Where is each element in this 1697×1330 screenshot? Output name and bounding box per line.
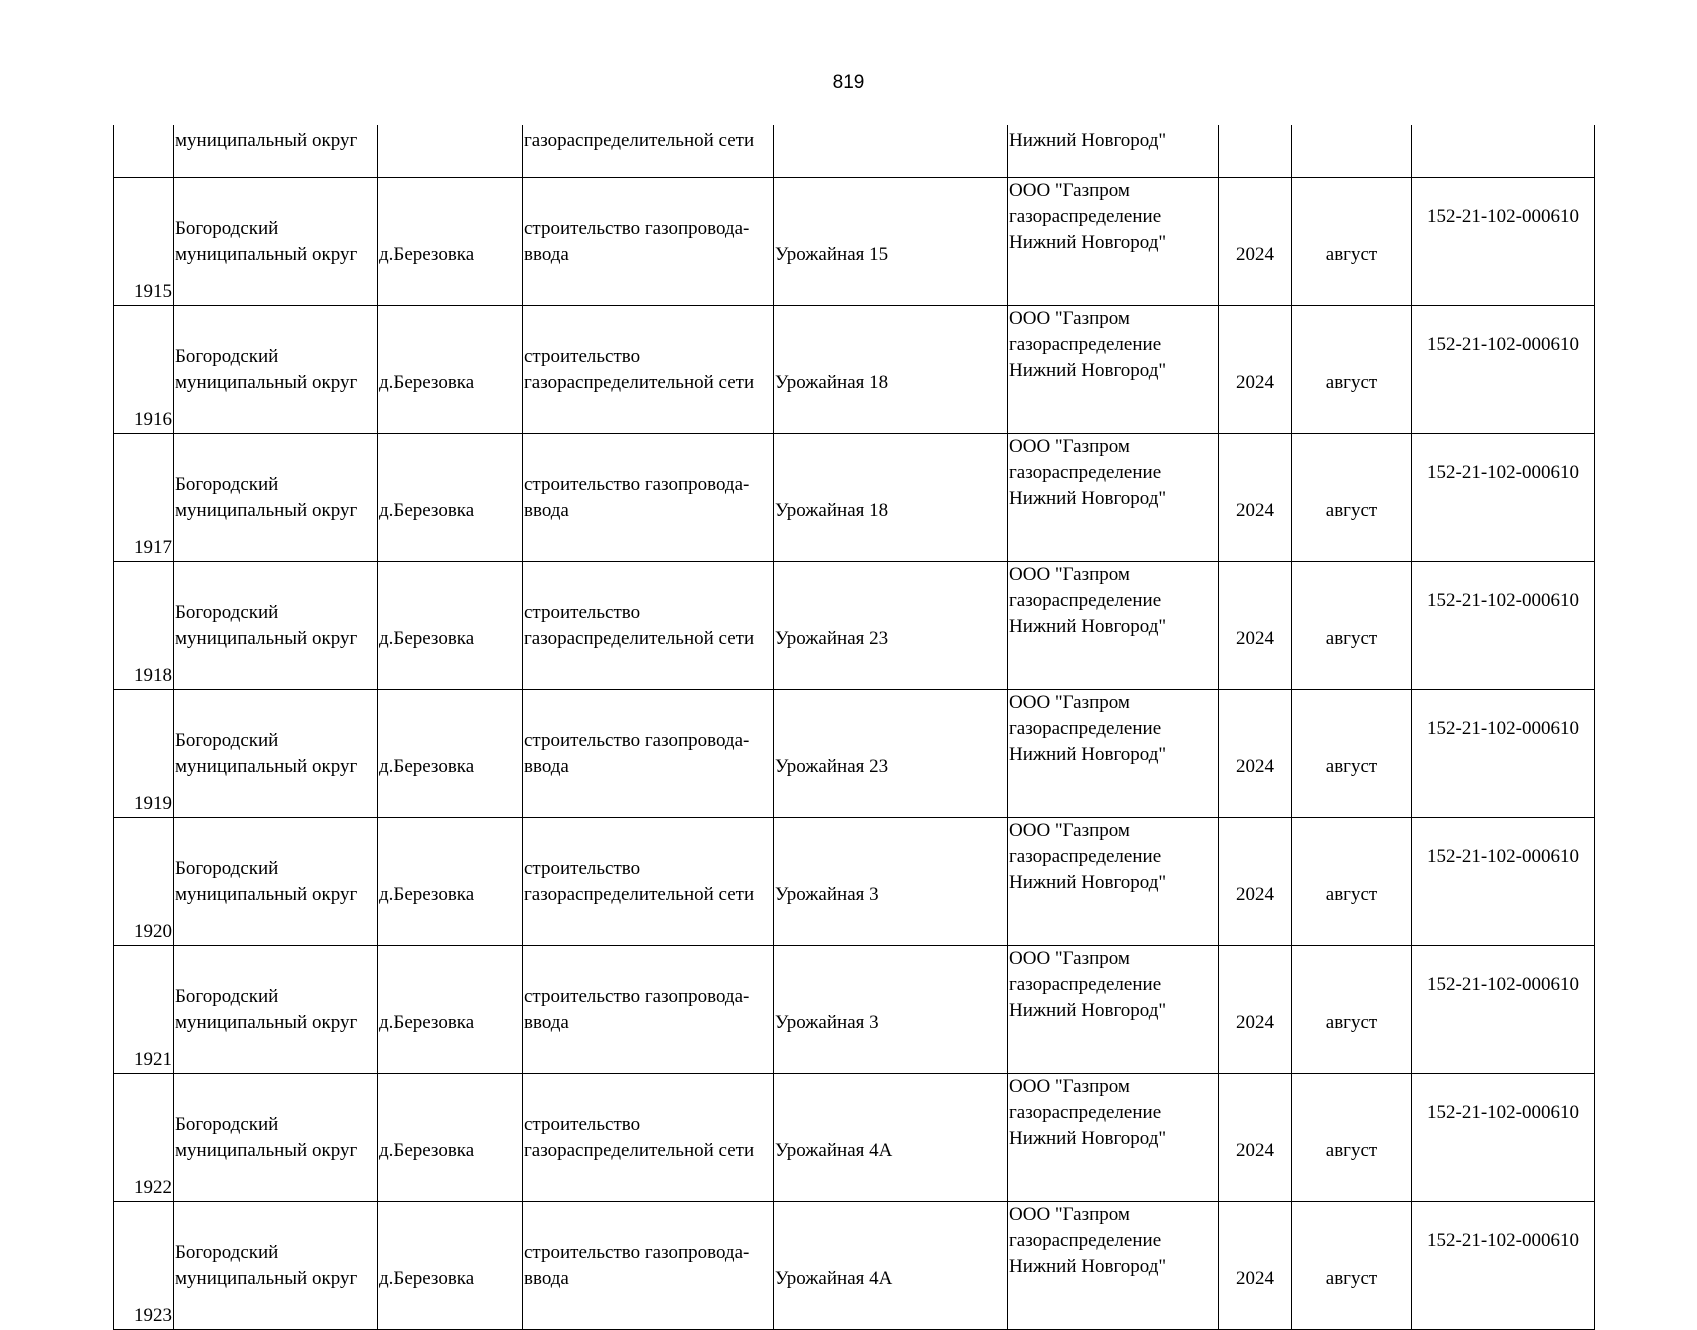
cell-month: август [1292, 1202, 1412, 1330]
org-line: газораспределение [1009, 718, 1162, 739]
worktype-line: ввода [524, 1011, 569, 1033]
org-line: Нижний Новгород" [1009, 744, 1167, 765]
org-line: газораспределение [1009, 206, 1162, 227]
worktype-line: строительство [524, 1113, 641, 1135]
org-line: ООО "Газпром [1009, 1204, 1130, 1225]
cell-org [1008, 690, 1219, 818]
cell-year: 2024 [1219, 1202, 1292, 1330]
cell-org [1008, 306, 1219, 434]
cell-num: 1919 [114, 690, 174, 818]
org-line: газораспределение [1009, 1102, 1162, 1123]
org-line: газораспределение [1009, 846, 1162, 867]
worktype-line: строительство газопровода- [524, 1241, 750, 1263]
cell-worktype [523, 306, 774, 434]
cell-worktype [523, 1202, 774, 1330]
worktype-line: газораспределительной сети [524, 371, 755, 393]
org-line: газораспределение [1009, 590, 1162, 611]
cell-org [1008, 818, 1219, 946]
org-line: ООО "Газпром [1009, 820, 1130, 841]
cell-district [174, 434, 378, 562]
cell-org [1008, 434, 1219, 562]
cell-code: 152-21-102-000610 [1412, 818, 1595, 946]
worktype-line: газораспределительной сети [524, 1139, 755, 1161]
cell-month: август [1292, 690, 1412, 818]
cell-num: 1918 [114, 562, 174, 690]
cell-address: Урожайная 4А [774, 1202, 1008, 1330]
cell-district [174, 946, 378, 1074]
org-line: Нижний Новгород" [1009, 488, 1167, 509]
org-line: Нижний Новгород" [1009, 360, 1167, 381]
worktype-line: строительство [524, 345, 641, 367]
continuation-row [114, 125, 1595, 178]
district-line: Богородский [175, 857, 279, 879]
district-line: муниципальный округ [175, 243, 358, 265]
org-line: газораспределение [1009, 334, 1162, 355]
worktype-line: ввода [524, 755, 569, 777]
org-line: ООО "Газпром [1009, 692, 1130, 713]
district-line: муниципальный округ [175, 883, 358, 905]
district-line: Богородский [175, 217, 279, 239]
cell-org [1008, 946, 1219, 1074]
cell-locality: д.Березовка [378, 434, 523, 562]
table-row [114, 1202, 1595, 1330]
cell-code: 152-21-102-000610 [1412, 1074, 1595, 1202]
worktype-line: ввода [524, 243, 569, 265]
cell-locality: д.Березовка [378, 1074, 523, 1202]
cell-year: 2024 [1219, 818, 1292, 946]
org-line: ООО "Газпром [1009, 308, 1130, 329]
cell-year: 2024 [1219, 306, 1292, 434]
worktype-line: ввода [524, 1267, 569, 1289]
district-line: муниципальный округ [175, 1139, 358, 1161]
cell-address [774, 125, 1008, 178]
org-line: газораспределение [1009, 974, 1162, 995]
org-line: Нижний Новгород" [1009, 616, 1167, 637]
cell-org [1008, 178, 1219, 306]
cell-worktype: газораспределительной сети [523, 125, 774, 178]
cell-month: август [1292, 818, 1412, 946]
gas-works-table [113, 125, 1595, 1330]
table-row [114, 178, 1595, 306]
cell-worktype [523, 946, 774, 1074]
district-line: Богородский [175, 345, 279, 367]
cell-code: 152-21-102-000610 [1412, 946, 1595, 1074]
cell-month: август [1292, 946, 1412, 1074]
cell-num [114, 125, 174, 178]
cell-district [174, 562, 378, 690]
cell-month: август [1292, 306, 1412, 434]
district-line: муниципальный округ [175, 371, 358, 393]
cell-month [1292, 125, 1412, 178]
table-row [114, 818, 1595, 946]
district-line: Богородский [175, 1113, 279, 1135]
cell-worktype [523, 434, 774, 562]
table-row [114, 562, 1595, 690]
district-line: Богородский [175, 601, 279, 623]
cell-org [1008, 1202, 1219, 1330]
cell-num: 1923 [114, 1202, 174, 1330]
worktype-line: строительство газопровода- [524, 985, 750, 1007]
district-line: Богородский [175, 473, 279, 495]
cell-address: Урожайная 18 [774, 306, 1008, 434]
cell-address: Урожайная 23 [774, 562, 1008, 690]
cell-num: 1920 [114, 818, 174, 946]
org-line: ООО "Газпром [1009, 180, 1130, 201]
cell-num: 1915 [114, 178, 174, 306]
table-row [114, 946, 1595, 1074]
cell-worktype [523, 1074, 774, 1202]
cell-locality: д.Березовка [378, 306, 523, 434]
cell-locality: д.Березовка [378, 946, 523, 1074]
cell-address: Урожайная 15 [774, 178, 1008, 306]
cell-district [174, 306, 378, 434]
cell-org: Нижний Новгород" [1008, 125, 1219, 178]
cell-locality: д.Березовка [378, 1202, 523, 1330]
cell-year: 2024 [1219, 690, 1292, 818]
cell-address: Урожайная 3 [774, 818, 1008, 946]
district-line: муниципальный округ [175, 627, 358, 649]
cell-worktype [523, 818, 774, 946]
cell-year: 2024 [1219, 434, 1292, 562]
worktype-line: строительство газопровода- [524, 473, 750, 495]
cell-org [1008, 1074, 1219, 1202]
cell-month: август [1292, 562, 1412, 690]
cell-code: 152-21-102-000610 [1412, 434, 1595, 562]
cell-locality: д.Березовка [378, 178, 523, 306]
cell-district [174, 1074, 378, 1202]
worktype-line: строительство [524, 601, 641, 623]
cell-worktype [523, 178, 774, 306]
worktype-line: газораспределительной сети [524, 883, 755, 905]
cell-year: 2024 [1219, 178, 1292, 306]
cell-code: 152-21-102-000610 [1412, 690, 1595, 818]
district-line: муниципальный округ [175, 499, 358, 521]
district-line: Богородский [175, 729, 279, 751]
cell-year: 2024 [1219, 1074, 1292, 1202]
org-line: ООО "Газпром [1009, 948, 1130, 969]
cell-district [174, 178, 378, 306]
cell-district [174, 1202, 378, 1330]
cell-year [1219, 125, 1292, 178]
cell-worktype [523, 690, 774, 818]
cell-code: 152-21-102-000610 [1412, 178, 1595, 306]
org-line: Нижний Новгород" [1009, 872, 1167, 893]
org-line: Нижний Новгород" [1009, 1256, 1167, 1277]
cell-year: 2024 [1219, 946, 1292, 1074]
cell-code: 152-21-102-000610 [1412, 562, 1595, 690]
org-line: ООО "Газпром [1009, 436, 1130, 457]
org-line: Нижний Новгород" [1009, 232, 1167, 253]
worktype-line: строительство газопровода- [524, 217, 750, 239]
cell-month: август [1292, 178, 1412, 306]
cell-locality [378, 125, 523, 178]
table-row [114, 306, 1595, 434]
cell-code: 152-21-102-000610 [1412, 306, 1595, 434]
cell-district: муниципальный округ [174, 125, 378, 178]
page-number: 819 [832, 72, 865, 93]
table-body [114, 125, 1595, 1330]
cell-num: 1922 [114, 1074, 174, 1202]
cell-worktype [523, 562, 774, 690]
cell-month: август [1292, 434, 1412, 562]
cell-code: 152-21-102-000610 [1412, 1202, 1595, 1330]
cell-code [1412, 125, 1595, 178]
district-line: Богородский [175, 1241, 279, 1263]
cell-district [174, 690, 378, 818]
table-row [114, 434, 1595, 562]
org-line: газораспределение [1009, 1230, 1162, 1251]
district-line: муниципальный округ [175, 1267, 358, 1289]
cell-num: 1917 [114, 434, 174, 562]
org-line: газораспределение [1009, 462, 1162, 483]
org-line: ООО "Газпром [1009, 564, 1130, 585]
cell-address: Урожайная 4А [774, 1074, 1008, 1202]
cell-num: 1916 [114, 306, 174, 434]
org-line: Нижний Новгород" [1009, 1000, 1167, 1021]
table-row [114, 1074, 1595, 1202]
cell-district [174, 818, 378, 946]
cell-address: Урожайная 18 [774, 434, 1008, 562]
cell-org [1008, 562, 1219, 690]
cell-num: 1921 [114, 946, 174, 1074]
cell-address: Урожайная 3 [774, 946, 1008, 1074]
worktype-line: строительство газопровода- [524, 729, 750, 751]
worktype-line: газораспределительной сети [524, 627, 755, 649]
table-row [114, 690, 1595, 818]
cell-month: август [1292, 1074, 1412, 1202]
cell-year: 2024 [1219, 562, 1292, 690]
worktype-line: ввода [524, 499, 569, 521]
district-line: муниципальный округ [175, 755, 358, 777]
cell-locality: д.Березовка [378, 690, 523, 818]
district-line: муниципальный округ [175, 1011, 358, 1033]
district-line: Богородский [175, 985, 279, 1007]
cell-locality: д.Березовка [378, 818, 523, 946]
cell-locality: д.Березовка [378, 562, 523, 690]
cell-address: Урожайная 23 [774, 690, 1008, 818]
org-line: Нижний Новгород" [1009, 1128, 1167, 1149]
worktype-line: строительство [524, 857, 641, 879]
org-line: ООО "Газпром [1009, 1076, 1130, 1097]
